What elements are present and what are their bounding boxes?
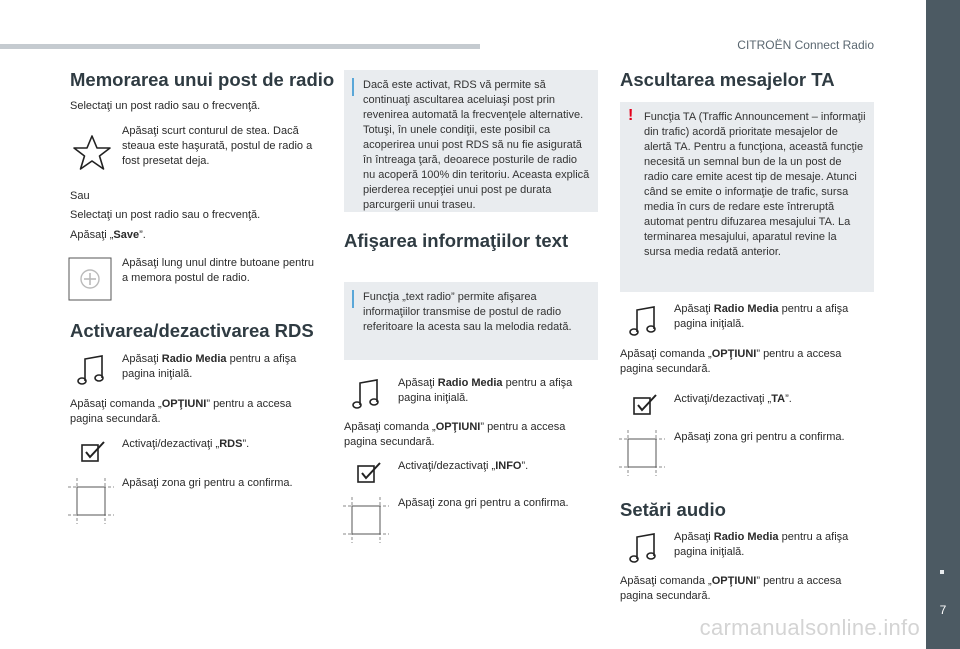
text-options-2: Apăsaţi comanda „OPŢIUNI” pentru a accesa pagina secundară. <box>344 421 566 448</box>
text-or: Sau <box>70 190 90 202</box>
text-confirm: Apăsaţi zona gri pentru a confirma. <box>122 477 293 489</box>
text-radio-media: Apăsaţi Radio Media pentru a afişa pagina iniţială. <box>122 353 297 380</box>
heading-ta: Ascultarea mesajelor TA <box>620 69 835 90</box>
grey-zone-icon <box>68 478 114 524</box>
star-icon <box>72 134 112 172</box>
header-brand: CITROËN Connect Radio <box>737 38 874 52</box>
music-note-icon <box>351 378 381 412</box>
music-note-icon <box>628 305 658 339</box>
heading-audio-settings: Setări audio <box>620 499 726 520</box>
text-toggle-info: Activaţi/dezactivaţi „INFO”. <box>398 460 529 472</box>
checkbox-icon <box>632 393 658 417</box>
heading-text-info: Afişarea informaţiilor text <box>344 230 569 251</box>
grey-zone-icon <box>343 497 389 543</box>
warning-note-ta: ! Funcţia TA (Traffic Announcement – informaţii din trafic) acordă prioritate mesajelor de alertă TA. Pentru a funcţiona, această funcţie necesită un semnal bun de la un post de radio care emite acest tip de mesaje. Atunci când se emite o informaţie de trafic, sursa media în curs de redare este întreruptă automat pentru difuzarea mesajului TA. La terminarea mesajului, aparatul revine la sursa media redată anterior. <box>620 102 874 292</box>
side-strip <box>926 0 960 649</box>
info-bar-icon <box>352 78 354 96</box>
text-radio-media-3: Apăsaţi Radio Media pentru a afişa pagina iniţială. <box>674 303 849 330</box>
warning-icon: ! <box>628 107 634 124</box>
text-long-press: Apăsaţi lung unul dintre butoane pentru a memora postul de radio. <box>122 257 315 284</box>
text-radio-media-2: Apăsaţi Radio Media pentru a afişa pagina iniţială. <box>398 377 573 404</box>
music-note-icon <box>76 354 106 388</box>
text-select-station-2: Selectaţi un post radio sau o frecvenţă. <box>70 209 261 221</box>
checkbox-icon <box>80 440 106 464</box>
heading-memorize-station: Memorarea unui post de radio <box>70 69 335 90</box>
text-toggle-ta: Activaţi/dezactivaţi „TA”. <box>674 393 792 405</box>
text-select-station: Selectaţi un post radio sau o frecvenţă. <box>70 100 261 112</box>
heading-rds: Activarea/dezactivarea RDS <box>70 320 314 341</box>
page-number: 7 <box>939 603 947 617</box>
text-star-press: Apăsaţi scurt conturul de stea. Dacă steaua este haşurată, postul de radio a fost presetat deja. <box>122 125 313 167</box>
grey-zone-icon <box>619 430 665 476</box>
text-confirm-2: Apăsaţi zona gri pentru a confirma. <box>398 497 569 509</box>
text-options: Apăsaţi comanda „OPŢIUNI” pentru a accesa pagina secundară. <box>70 398 292 425</box>
text-radio-media-4: Apăsaţi Radio Media pentru a afişa pagina iniţială. <box>674 531 849 558</box>
info-note-text-radio: Funcţia „text radio” permite afişarea informaţiilor transmise de postul de radio referitoare la acesta sau la melodia redată. <box>344 282 598 360</box>
checkbox-icon <box>356 461 382 485</box>
add-preset-icon <box>68 257 112 301</box>
info-bar-icon <box>352 290 354 308</box>
watermark: carmanualsonline.info <box>699 615 920 640</box>
music-note-icon <box>628 532 658 566</box>
text-options-3: Apăsaţi comanda „OPŢIUNI” pentru a accesa pagina secundară. <box>620 348 842 375</box>
text-confirm-3: Apăsaţi zona gri pentru a confirma. <box>674 431 845 443</box>
text-press-save: Apăsaţi „Save”. <box>70 229 146 241</box>
header-rule <box>0 44 480 49</box>
continuation-marker <box>940 570 944 574</box>
text-toggle-rds: Activaţi/dezactivaţi „RDS”. <box>122 438 250 450</box>
text-options-4: Apăsaţi comanda „OPŢIUNI” pentru a accesa pagina secundară. <box>620 575 842 602</box>
info-note-rds: Dacă este activat, RDS vă permite să continuaţi ascultarea aceluiaşi post prin revenirea automată la frecvenţele alternative. Totuşi, în unele condiţii, este posibil ca acoperirea unui post RDS să nu fie asigurată în întreaga ţară, deoarece posturile de radio nu acoperă 100% din teritoriu. Aceasta explică pierderea recepţiei unui post pe durata parcurgerii unui traseu. <box>344 70 598 212</box>
